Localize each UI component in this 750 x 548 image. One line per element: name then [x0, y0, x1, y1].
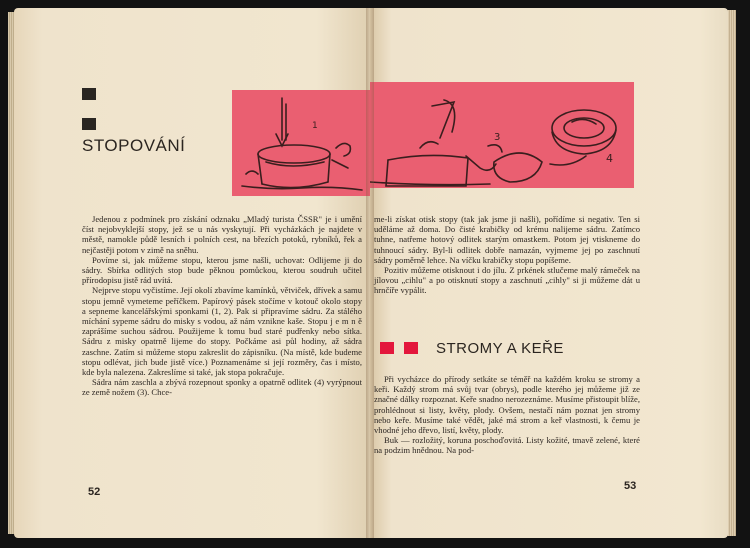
- paragraph: Povíme si, jak můžeme stopu, kterou jsme našli, uchovat: Odlijeme ji do sádry. Sbírka odlitých stop bude pěknou pomůckou, kterou soudruh učitel přírodopisu jistě rád uvítá.: [82, 254, 362, 286]
- page-number-left: 52: [88, 486, 101, 498]
- paragraph: Buk — rozložitý, koruna poschoďovitá. Listy kožité, tmavě zelené, které na podzim hnědnou. Na pod-: [374, 435, 640, 456]
- section-title-stopovani: STOPOVÁNÍ: [82, 136, 186, 155]
- illustration-label-1: 1: [312, 121, 318, 131]
- paragraph: me-li získat otisk stopy (tak jak jsme ji našli), pořídíme si negativ. Ten si uděláme až doma. Do čisté krabičky od krému nalijeme sádru. Zatímco tuhne, natřeme hotový odlitek starým omastkem. Potom jej vtiskneme do tuhnoucí sádry. Byl-li odlitek dobře namazán, vyjmeme jej po zaschnutí sádry poměrně lehce. Na víčku krabičky stopu popíšeme.: [374, 214, 640, 265]
- right-body-text-bottom: [374, 374, 640, 456]
- red-square-marker: [380, 342, 394, 354]
- black-square-marker: [82, 118, 96, 130]
- section-title-stromy-a-kere: STROMY A KEŘE: [436, 340, 564, 357]
- red-square-marker: [404, 342, 418, 354]
- right-body-text-top: [374, 214, 640, 296]
- paragraph: Nejprve stopu vyčistíme. Její okolí zbavíme kamínků, větviček, dřívek a samu stopu jemně vymeteme peříčkem. Papírový pásek stočíme v kotouč okolo stopy a sepneme kancelářskými sponkami (1, 2). Pak si připravíme sádru. Za stálého míchání sypeme sádru do misky s vodou, až nám vznikne kaše. Stopu j e m n ě zaprášíme suchou sádrou. Použijeme k tomu bud staré pudřenky nebo sítka. Sádru z misky opatrně lijeme do stopy. Počkáme asi půl hodiny, až sádra zaschne. Zatím si můžeme stopu zakreslit do zápisníku. (Na místě, kde budeme stopu odlévat, jich bude jistě více.) Poznamenáme si její rozměry, čas i místo, kde byla nalezena. Zakreslíme si také, jak stopa pokračuje.: [82, 285, 362, 378]
- paragraph: Pozitiv můžeme otisknout i do jílu. Z prkének stlučeme malý rámeček na jílovou „cihlu" a po otisknutí stopy a zaschnutí „cihly" si ji můžeme dát u hrnčíře vypálit.: [374, 265, 640, 296]
- page-number-right: 53: [624, 480, 637, 492]
- left-page: [14, 8, 370, 538]
- illustration-steps-3-4: [370, 82, 634, 188]
- book-spine-shadow: [366, 8, 374, 538]
- paragraph: Při vycházce do přírody setkáte se téměř na každém kroku se stromy a keři. Každý strom má svůj tvar (obrys), podle kterého jej můžeme již ze značné dálky rozpoznat. Keře snadno nerozeznáme. Musíme přistoupit blíže, prohlédnout si listy, květy, plody. Ovšem, nestačí nám poznat jen stromy nebo keře. Musíme také vědět, jaké má strom a keř vlastnosti, k čemu je vhodné jeho dřevo, listí, květy, plody.: [374, 374, 640, 436]
- left-body-text: [82, 214, 362, 398]
- black-square-marker: [82, 88, 96, 100]
- illustration-steps-1-2: [232, 90, 372, 196]
- illustration-label-4: 4: [606, 152, 613, 165]
- paragraph: Sádra nám zaschla a zbývá rozepnout sponky a opatrně odlitek (4) vyrýpnout ze země nožem (3). Chce-: [82, 377, 362, 398]
- illustration-plaster-cast: [232, 90, 372, 196]
- illustration-label-3: 3: [494, 132, 501, 143]
- illustration-casting-steps: [370, 82, 634, 188]
- paragraph: Jedenou z podmínek pro získání odznaku „Mladý turista ČSSR" je i umění číst nejobvyklejší stopy, jež se u nás vyskytují. Při vycházkách je najdete v městě, namokle půdě lesních i polních cest, na březích potoků, rybníků, řek a nejčastěji potom v zimě na sněhu.: [82, 214, 362, 255]
- right-page: [370, 8, 728, 538]
